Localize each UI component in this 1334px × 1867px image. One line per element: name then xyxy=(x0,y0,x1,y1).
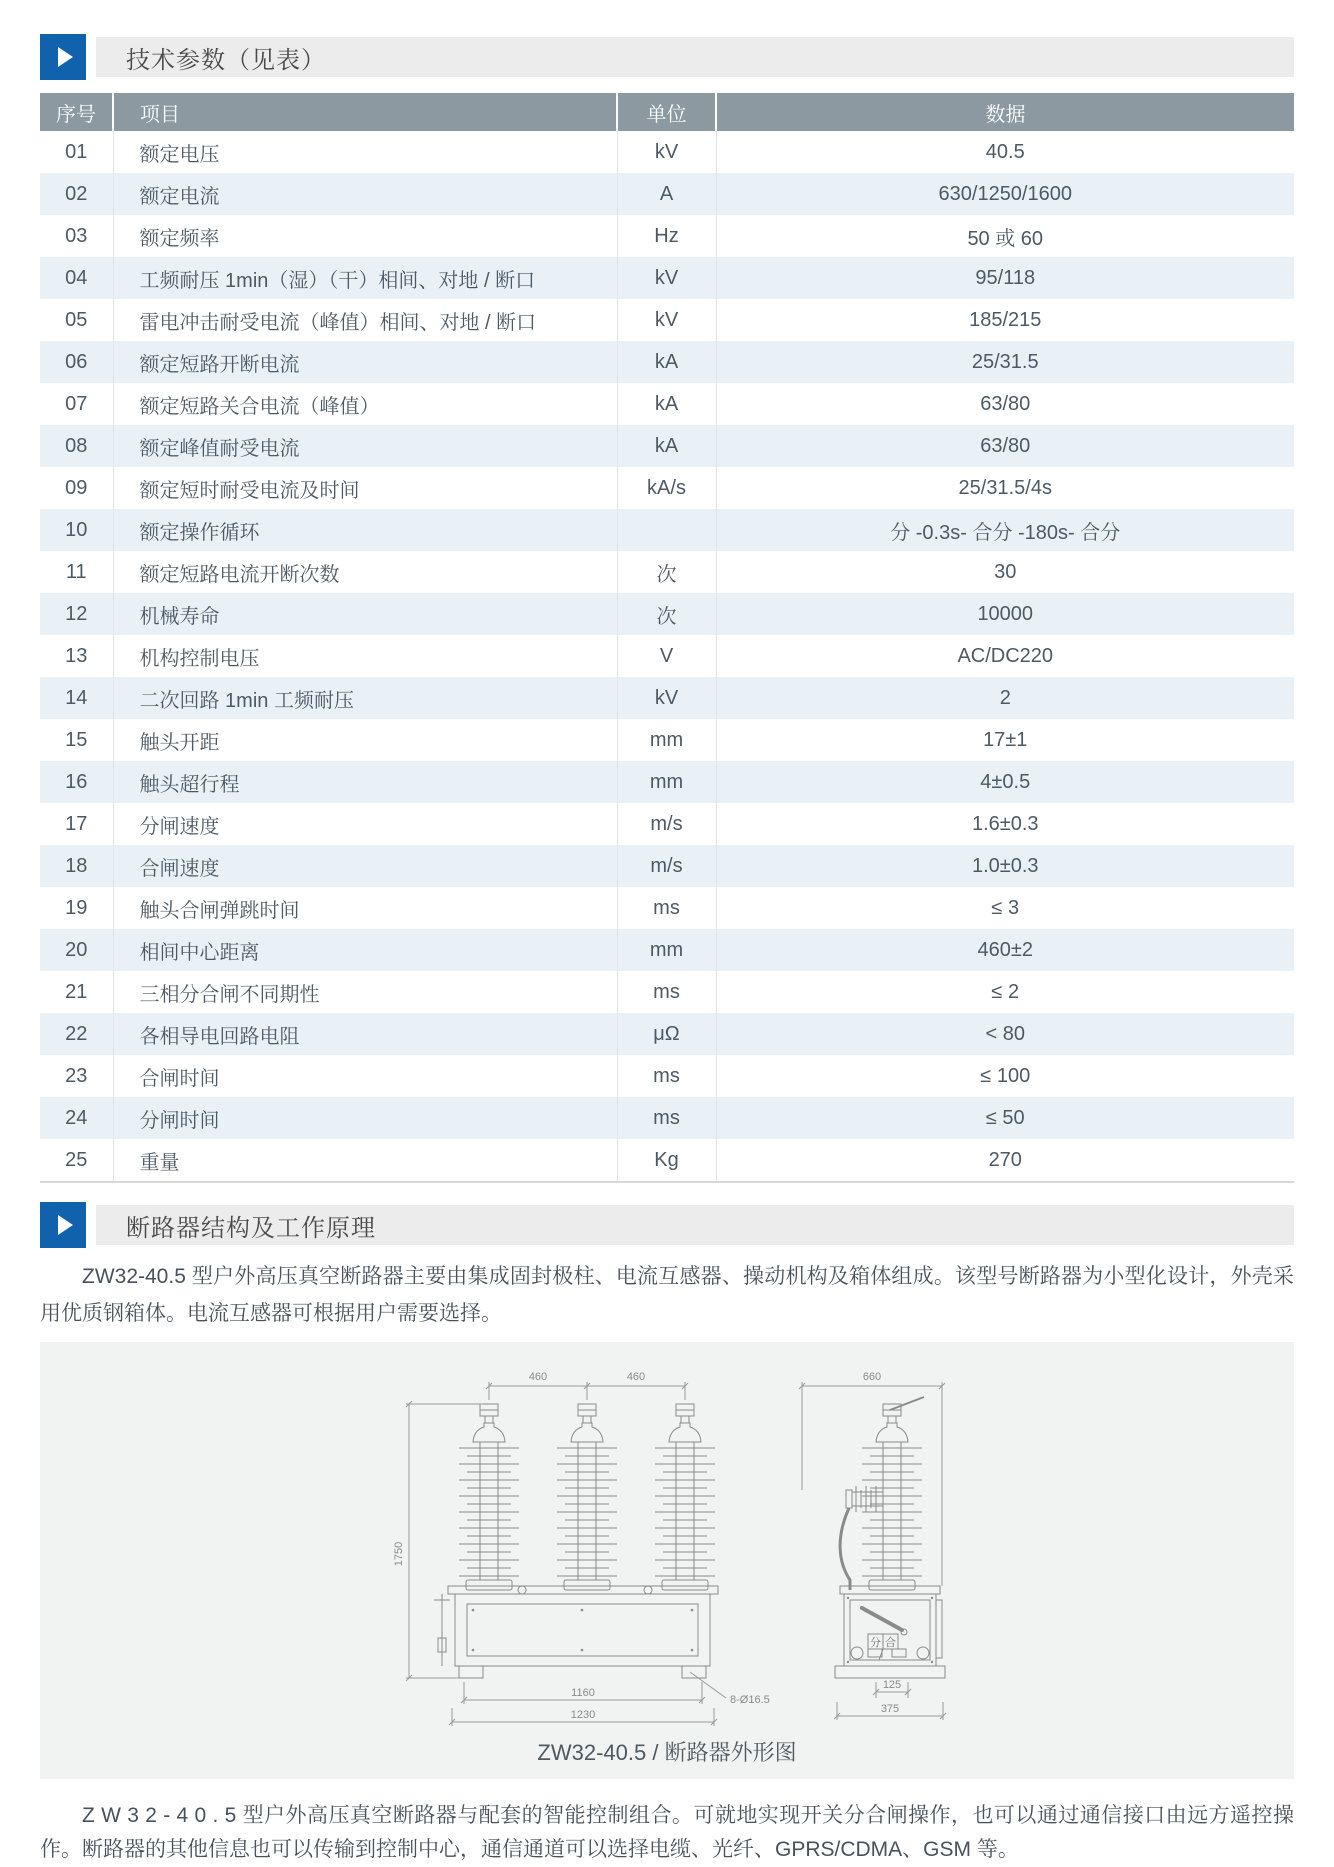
cell-unit: ms xyxy=(617,887,716,929)
table-row xyxy=(40,1013,1294,1055)
cell-item: 额定电流 xyxy=(113,173,617,215)
table-row xyxy=(40,383,1294,425)
cell-item: 额定短路开断电流 xyxy=(113,341,617,383)
table-row xyxy=(40,887,1294,929)
table-row xyxy=(40,803,1294,845)
cell-index: 19 xyxy=(65,896,88,919)
cell-item: 额定短路关合电流（峰值） xyxy=(113,383,617,425)
dim-label-side-base-inner: 125 xyxy=(882,1679,902,1691)
cell-index: 09 xyxy=(65,476,88,499)
cell-data: 2 xyxy=(716,677,1294,719)
cell-index: 14 xyxy=(65,686,88,709)
cell-index: 13 xyxy=(65,644,88,667)
table-row xyxy=(40,257,1294,299)
col-header-data: 数据 xyxy=(716,93,1294,131)
cell-unit: kV xyxy=(617,131,716,173)
cell-data: 4±0.5 xyxy=(716,761,1294,803)
table-row xyxy=(40,593,1294,635)
table-row xyxy=(40,761,1294,803)
outline-drawing xyxy=(40,1342,1294,1734)
plate-close-label: 合 xyxy=(885,1637,896,1649)
cell-data: ≤ 2 xyxy=(716,971,1294,1013)
cell-item: 合闸速度 xyxy=(113,845,617,887)
cell-data: 10000 xyxy=(716,593,1294,635)
dim-label-side-width: 660 xyxy=(862,1371,882,1383)
cell-item: 各相导电回路电阻 xyxy=(113,1013,617,1055)
cell-item: 额定电压 xyxy=(113,131,617,173)
cell-data: 95/118 xyxy=(716,257,1294,299)
table-row xyxy=(40,467,1294,509)
cell-data: 17±1 xyxy=(716,719,1294,761)
panel-screws xyxy=(472,1609,694,1652)
cell-index: 12 xyxy=(65,602,88,625)
cell-index: 21 xyxy=(65,980,88,1003)
table-row xyxy=(40,719,1294,761)
table-row xyxy=(40,509,1294,551)
section-header-structure xyxy=(40,1202,1294,1248)
cell-index: 04 xyxy=(65,266,88,289)
insulator-pole-1 xyxy=(459,1404,519,1590)
dim-height xyxy=(406,1401,483,1681)
cell-index: 23 xyxy=(65,1064,88,1087)
cell-unit: 次 xyxy=(617,551,716,593)
cell-index: 11 xyxy=(65,560,87,583)
cell-index: 07 xyxy=(65,392,88,415)
cell-unit xyxy=(617,509,716,551)
cell-index: 01 xyxy=(65,140,88,163)
cell-item: 触头开距 xyxy=(113,719,617,761)
table-row xyxy=(40,677,1294,719)
cell-unit: kA/s xyxy=(617,467,716,509)
play-triangle-icon xyxy=(58,47,73,67)
cell-data: ≤ 100 xyxy=(716,1055,1294,1097)
col-header-index: 序号 xyxy=(40,93,113,131)
dim-label-base-outer: 1230 xyxy=(570,1709,596,1721)
section-title: 断路器结构及工作原理 xyxy=(126,1214,376,1242)
structure-paragraph: ZW32-40.5 型户外高压真空断路器主要由集成固封极柱、电流互感器、操动机构及箱体组成。该型号断路器为小型化设计，外壳采用优质钢箱体。电流互感器可根据用户需要选择。 xyxy=(40,1265,1294,1325)
cell-unit: ms xyxy=(617,1055,716,1097)
cell-item: 二次回路 1min 工频耐压 xyxy=(113,677,617,719)
cell-item: 合闸时间 xyxy=(113,1055,617,1097)
front-view xyxy=(393,1371,770,1726)
cell-item: 触头合闸弹跳时间 xyxy=(113,887,617,929)
cable xyxy=(840,1508,850,1590)
control-paragraph: Z W 3 2 - 4 0 . 5 型户外高压真空断路器与配套的智能控制组合。可就地实现开关分合闸操作，也可以通过通信接口由远方遥控操作。断路器的其他信息也可以传输到控制中心，通信通道可以选择电缆、光纤、GPRS/CDMA、GSM 等。 xyxy=(40,1804,1294,1861)
table-row xyxy=(40,215,1294,257)
cell-item: 三相分合闸不同期性 xyxy=(113,971,617,1013)
col-header-item: 项目 xyxy=(113,93,617,131)
cell-unit: m/s xyxy=(617,803,716,845)
dim-label-base-inner: 1160 xyxy=(571,1687,595,1699)
table-header-row xyxy=(40,93,1294,131)
tech-params-table xyxy=(40,93,1294,1183)
cell-index: 25 xyxy=(40,1139,113,1182)
cell-index: 03 xyxy=(65,224,88,247)
cell-item: 机构控制电压 xyxy=(113,635,617,677)
side-screws xyxy=(847,1597,933,1663)
cell-item: 触头超行程 xyxy=(113,761,617,803)
table-row xyxy=(40,299,1294,341)
cell-unit: mm xyxy=(617,929,716,971)
cell-index: 10 xyxy=(65,518,88,541)
cell-index: 22 xyxy=(65,1022,88,1045)
dim-label-phase-right: 460 xyxy=(626,1371,646,1383)
section-title-bar xyxy=(96,1205,1294,1245)
table-row xyxy=(40,131,1294,173)
table-row xyxy=(40,1139,1294,1182)
cell-unit: V xyxy=(617,635,716,677)
cell-unit: mm xyxy=(617,761,716,803)
cell-unit: m/s xyxy=(617,845,716,887)
cell-index: 15 xyxy=(65,728,88,751)
cell-unit: kA xyxy=(617,383,716,425)
dim-side-width xyxy=(799,1382,945,1586)
cell-item: 额定频率 xyxy=(113,215,617,257)
cell-unit: kA xyxy=(617,425,716,467)
cell-data: 63/80 xyxy=(716,383,1294,425)
cell-index: 18 xyxy=(65,854,88,877)
table-row xyxy=(40,551,1294,593)
cell-data: 分 -0.3s- 合分 -180s- 合分 xyxy=(716,509,1294,551)
mechanism-box-side xyxy=(835,1586,945,1678)
cell-unit: mm xyxy=(617,719,716,761)
cell-index: 06 xyxy=(65,350,88,373)
cell-unit: Hz xyxy=(617,215,716,257)
play-triangle-icon xyxy=(58,1215,73,1235)
table-row xyxy=(40,845,1294,887)
play-icon xyxy=(40,1202,86,1248)
table-row xyxy=(40,635,1294,677)
cell-data: 25/31.5/4s xyxy=(716,467,1294,509)
side-view xyxy=(799,1371,946,1720)
cell-unit: kV xyxy=(617,257,716,299)
section-title-bar xyxy=(96,37,1294,77)
table-row xyxy=(40,971,1294,1013)
cell-data: 50 或 60 xyxy=(716,215,1294,257)
cell-item: 重量 xyxy=(113,1139,617,1182)
cell-data: 1.6±0.3 xyxy=(716,803,1294,845)
cell-index: 02 xyxy=(65,182,88,205)
cell-unit: ms xyxy=(617,971,716,1013)
cell-index: 16 xyxy=(65,770,88,793)
table-row xyxy=(40,1097,1294,1139)
cell-data: 25/31.5 xyxy=(716,341,1294,383)
cell-data: 30 xyxy=(716,551,1294,593)
cell-item: 相间中心距离 xyxy=(113,929,617,971)
cell-index: 24 xyxy=(65,1106,88,1129)
insulator-pole-2 xyxy=(557,1404,617,1590)
table-row xyxy=(40,929,1294,971)
mechanism-box-front xyxy=(434,1586,718,1678)
cell-data: 63/80 xyxy=(716,425,1294,467)
cell-unit: ms xyxy=(617,1097,716,1139)
cell-unit: kV xyxy=(617,677,716,719)
cell-data: < 80 xyxy=(716,1013,1294,1055)
cell-item: 额定短路电流开断次数 xyxy=(113,551,617,593)
cell-item: 机械寿命 xyxy=(113,593,617,635)
cell-unit: μΩ xyxy=(617,1013,716,1055)
cell-index: 17 xyxy=(65,812,88,835)
plate-open-label: 分 xyxy=(870,1637,881,1649)
cell-index: 05 xyxy=(65,308,88,331)
cell-index: 20 xyxy=(65,938,88,961)
cell-item: 额定短时耐受电流及时间 xyxy=(113,467,617,509)
cell-data: AC/DC220 xyxy=(716,635,1294,677)
section-title: 技术参数（见表） xyxy=(126,46,326,74)
table-row xyxy=(40,173,1294,215)
cell-unit: kV xyxy=(617,299,716,341)
cell-item: 雷电冲击耐受电流（峰值）相间、对地 / 断口 xyxy=(113,299,617,341)
table-body xyxy=(40,131,1294,1182)
cell-item: 额定峰值耐受电流 xyxy=(113,425,617,467)
cell-unit: Kg xyxy=(617,1139,716,1182)
cell-unit: A xyxy=(617,173,716,215)
cell-data: ≤ 3 xyxy=(716,887,1294,929)
table-row xyxy=(40,425,1294,467)
cell-item: 分闸速度 xyxy=(113,803,617,845)
cell-data: 630/1250/1600 xyxy=(716,173,1294,215)
cell-data: 270 xyxy=(716,1139,1294,1182)
side-bushing xyxy=(846,1486,883,1512)
table-row xyxy=(40,341,1294,383)
table-row xyxy=(40,1055,1294,1097)
cell-data: ≤ 50 xyxy=(716,1097,1294,1139)
cell-data: 185/215 xyxy=(716,299,1294,341)
cell-data: 40.5 xyxy=(716,131,1294,173)
cell-item: 分闸时间 xyxy=(113,1097,617,1139)
dim-label-side-base-outer: 375 xyxy=(880,1703,900,1715)
outline-drawing-panel xyxy=(40,1342,1294,1779)
cell-data: 460±2 xyxy=(716,929,1294,971)
play-icon xyxy=(40,34,86,80)
cell-unit: 次 xyxy=(617,593,716,635)
cell-item: 工频耐压 1min（湿）（干）相间、对地 / 断口 xyxy=(113,257,617,299)
cell-data: 1.0±0.3 xyxy=(716,845,1294,887)
col-header-unit: 单位 xyxy=(617,93,716,131)
dim-phase-spacing xyxy=(486,1382,688,1400)
cell-index: 08 xyxy=(65,434,88,457)
cell-item: 额定操作循环 xyxy=(113,509,617,551)
drawing-caption: ZW32-40.5 / 断路器外形图 xyxy=(537,1740,797,1765)
insulator-pole-3 xyxy=(655,1404,715,1590)
dim-label-phase-left: 460 xyxy=(528,1371,548,1383)
cell-unit: kA xyxy=(617,341,716,383)
dim-label-height: 1750 xyxy=(393,1541,405,1567)
dim-label-holes: 8-Ø16.5 xyxy=(730,1694,770,1706)
section-header-tech-params xyxy=(40,34,1294,80)
